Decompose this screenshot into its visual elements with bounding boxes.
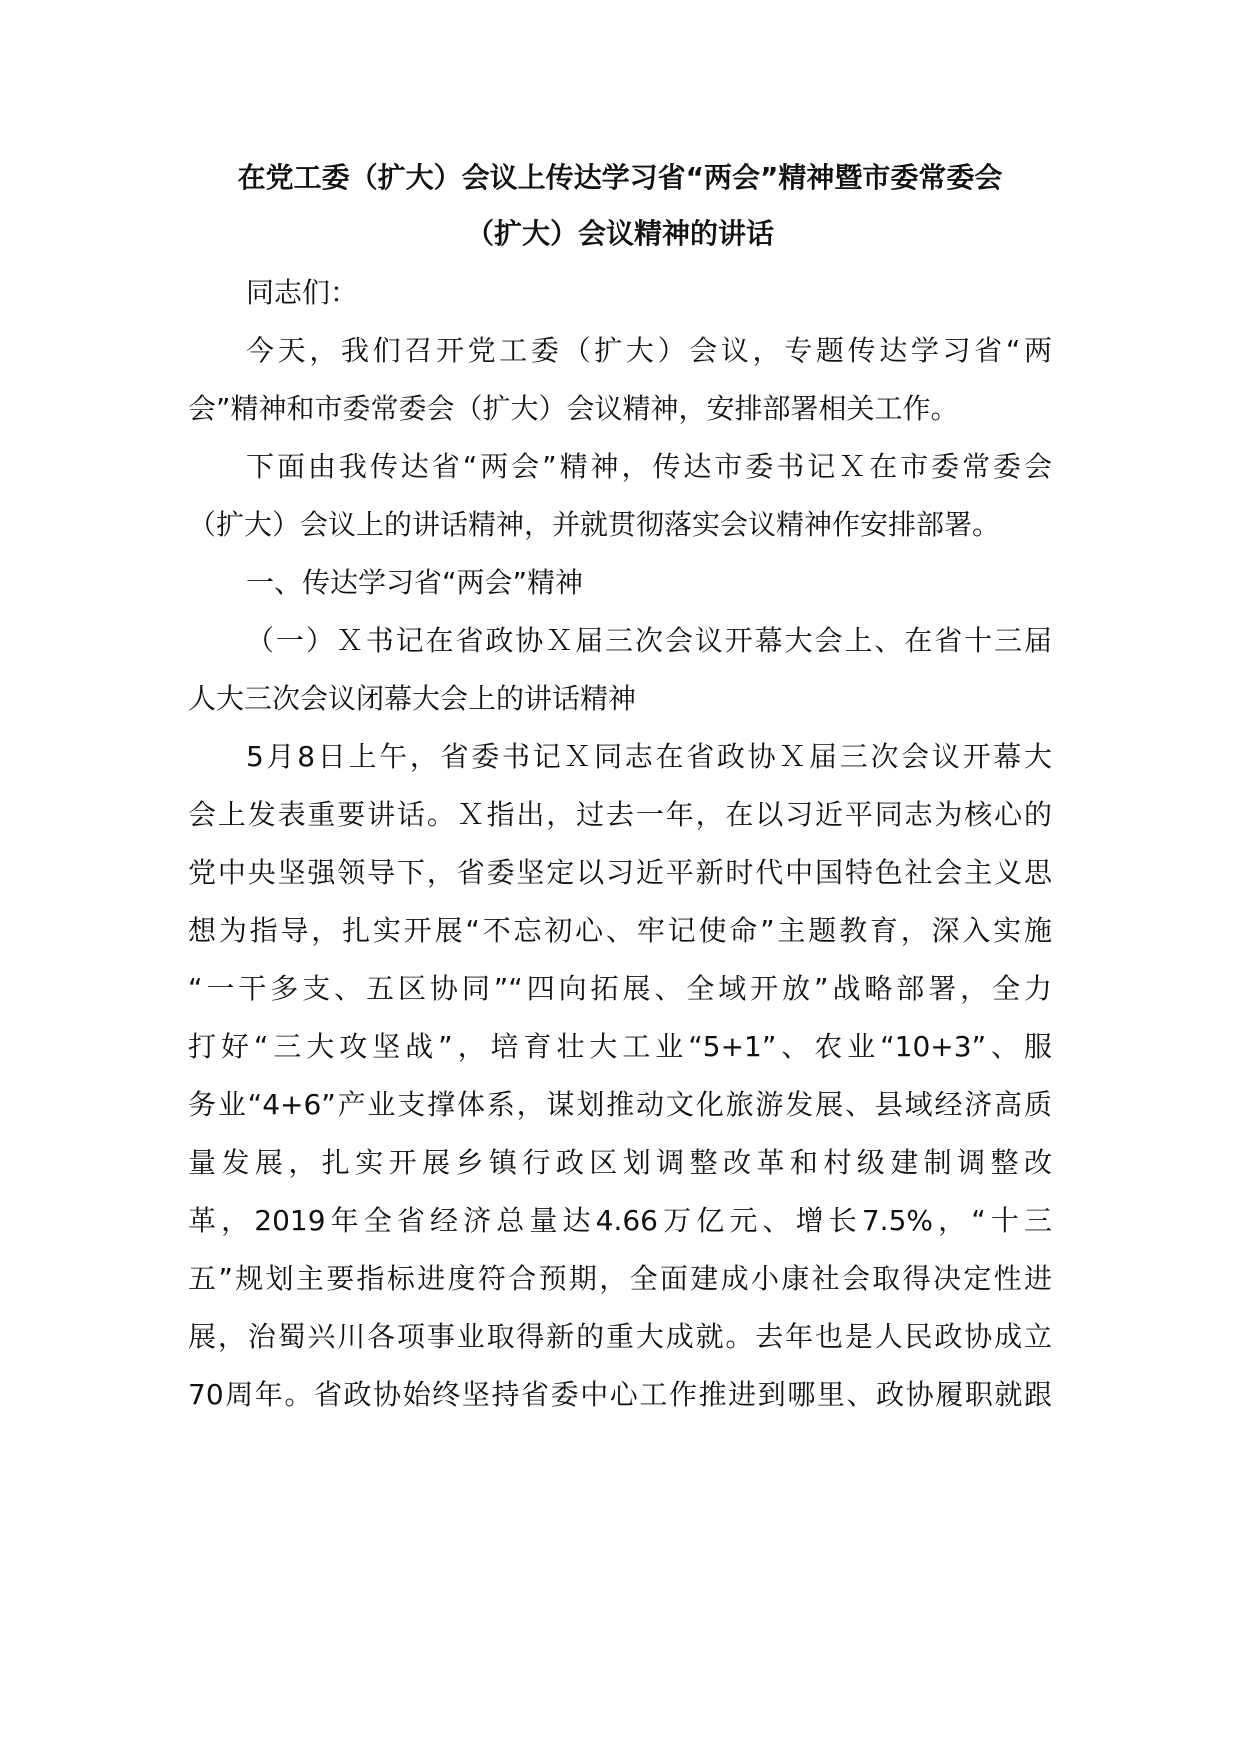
paragraph-2-line-1: 下面由我传达省“两会”精神，传达市委书记Ｘ在市委常委会 [246, 450, 1052, 483]
subsection-heading-line-2: 人大三次会议闭幕大会上的讲话精神 [188, 682, 637, 715]
paragraph-3-line-3: 党中央坚强领导下，省委坚定以习近平新时代中国特色社会主义思 [188, 856, 1052, 889]
paragraph-1-line-2: 会”精神和市委常委会（扩大）会议精神，安排部署相关工作。 [188, 392, 959, 425]
paragraph-3-line-8: 量发展，扎实开展乡镇行政区划调整改革和村级建制调整改 [188, 1146, 1052, 1179]
page-title-line-2: （扩大）会议精神的讲话 [465, 217, 774, 250]
paragraph-3-line-1: 5月8日上午，省委书记Ｘ同志在省政协Ｘ届三次会议开幕大 [246, 740, 1052, 773]
section-heading-1: 一、传达学习省“两会”精神 [246, 566, 584, 599]
page-title-line-1: 在党工委（扩大）会议上传达学习省“两会”精神暨市委常委会 [237, 161, 1003, 194]
subsection-heading-line-1: （一）Ｘ书记在省政协Ｘ届三次会议开幕大会上、在省十三届 [246, 624, 1052, 657]
paragraph-1-line-1: 今天，我们召开党工委（扩大）会议，专题传达学习省“两 [246, 334, 1052, 367]
salutation: 同志们： [246, 276, 359, 309]
paragraph-3-line-5: “一干多支、五区协同”“四向拓展、全域开放”战略部署，全力 [188, 972, 1052, 1005]
paragraph-3-line-2: 会上发表重要讲话。Ｘ指出，过去一年，在以习近平同志为核心的 [188, 798, 1052, 831]
paragraph-2-line-2: （扩大）会议上的讲话精神，并就贯彻落实会议精神作安排部署。 [188, 508, 1001, 541]
paragraph-3-line-12: 70周年。省政协始终坚持省委中心工作推进到哪里、政协履职就跟 [188, 1378, 1052, 1411]
paragraph-3-line-6: 打好“三大攻坚战”，培育壮大工业“5+1”、农业“10+3”、服 [188, 1030, 1052, 1063]
paragraph-3-line-9: 革，2019年全省经济总量达4.66万亿元、增长7.5%，“十三 [188, 1204, 1052, 1237]
paragraph-3-line-11: 展，治蜀兴川各项事业取得新的重大成就。去年也是人民政协成立 [188, 1320, 1052, 1353]
paragraph-3-line-4: 想为指导，扎实开展“不忘初心、牢记使命”主题教育，深入实施 [188, 914, 1052, 947]
paragraph-3-line-10: 五”规划主要指标进度符合预期，全面建成小康社会取得决定性进 [188, 1262, 1052, 1295]
paragraph-3-line-7: 务业“4+6”产业支撑体系，谋划推动文化旅游发展、县域经济高质 [188, 1088, 1052, 1121]
